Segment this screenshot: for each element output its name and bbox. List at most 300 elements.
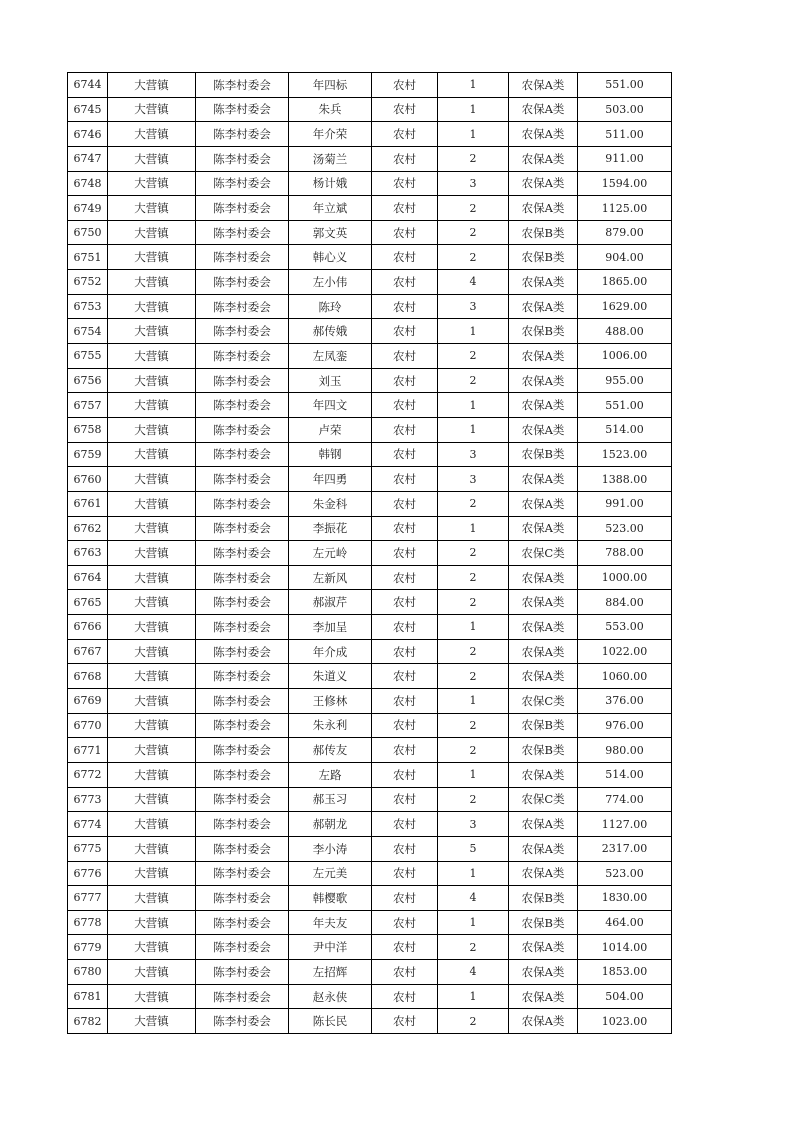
cell-household-size: 2 bbox=[438, 935, 509, 960]
cell-household-type: 农村 bbox=[372, 886, 438, 911]
cell-row-number: 6750 bbox=[68, 220, 108, 245]
cell-amount: 488.00 bbox=[578, 319, 672, 344]
cell-insurance-category: 农保A类 bbox=[509, 417, 578, 442]
table-row bbox=[68, 516, 672, 541]
cell-town: 大营镇 bbox=[108, 689, 196, 714]
cell-town: 大营镇 bbox=[108, 73, 196, 98]
cell-insurance-category: 农保B类 bbox=[509, 245, 578, 270]
table-row bbox=[68, 73, 672, 98]
cell-row-number: 6762 bbox=[68, 516, 108, 541]
cell-amount: 774.00 bbox=[578, 787, 672, 812]
cell-household-type: 农村 bbox=[372, 196, 438, 221]
table-row bbox=[68, 344, 672, 369]
cell-row-number: 6779 bbox=[68, 935, 108, 960]
table-row bbox=[68, 910, 672, 935]
cell-household-type: 农村 bbox=[372, 615, 438, 640]
cell-amount: 514.00 bbox=[578, 762, 672, 787]
cell-household-size: 2 bbox=[438, 196, 509, 221]
cell-household-type: 农村 bbox=[372, 270, 438, 295]
cell-name: 朱金科 bbox=[289, 491, 372, 516]
cell-village-committee: 陈李村委会 bbox=[196, 960, 289, 985]
cell-town: 大营镇 bbox=[108, 738, 196, 763]
cell-row-number: 6751 bbox=[68, 245, 108, 270]
cell-insurance-category: 农保A类 bbox=[509, 935, 578, 960]
cell-town: 大营镇 bbox=[108, 220, 196, 245]
cell-village-committee: 陈李村委会 bbox=[196, 787, 289, 812]
table-row bbox=[68, 393, 672, 418]
cell-row-number: 6771 bbox=[68, 738, 108, 763]
cell-amount: 1023.00 bbox=[578, 1009, 672, 1034]
cell-household-type: 农村 bbox=[372, 319, 438, 344]
table-row bbox=[68, 565, 672, 590]
cell-amount: 976.00 bbox=[578, 713, 672, 738]
cell-household-type: 农村 bbox=[372, 467, 438, 492]
cell-name: 尹中洋 bbox=[289, 935, 372, 960]
cell-amount: 503.00 bbox=[578, 97, 672, 122]
cell-row-number: 6763 bbox=[68, 541, 108, 566]
cell-village-committee: 陈李村委会 bbox=[196, 984, 289, 1009]
cell-household-type: 农村 bbox=[372, 639, 438, 664]
cell-insurance-category: 农保A类 bbox=[509, 368, 578, 393]
cell-household-size: 1 bbox=[438, 122, 509, 147]
table-row bbox=[68, 196, 672, 221]
cell-village-committee: 陈李村委会 bbox=[196, 220, 289, 245]
cell-amount: 879.00 bbox=[578, 220, 672, 245]
cell-name: 年四标 bbox=[289, 73, 372, 98]
cell-town: 大营镇 bbox=[108, 713, 196, 738]
cell-name: 年四文 bbox=[289, 393, 372, 418]
cell-name: 陈长民 bbox=[289, 1009, 372, 1034]
cell-household-size: 3 bbox=[438, 294, 509, 319]
cell-household-size: 2 bbox=[438, 541, 509, 566]
cell-row-number: 6753 bbox=[68, 294, 108, 319]
table-row bbox=[68, 368, 672, 393]
table-row bbox=[68, 639, 672, 664]
cell-name: 郝传友 bbox=[289, 738, 372, 763]
table-row bbox=[68, 590, 672, 615]
cell-town: 大营镇 bbox=[108, 171, 196, 196]
table-row bbox=[68, 541, 672, 566]
cell-amount: 788.00 bbox=[578, 541, 672, 566]
cell-village-committee: 陈李村委会 bbox=[196, 590, 289, 615]
cell-amount: 511.00 bbox=[578, 122, 672, 147]
cell-insurance-category: 农保A类 bbox=[509, 97, 578, 122]
cell-village-committee: 陈李村委会 bbox=[196, 294, 289, 319]
table-row bbox=[68, 220, 672, 245]
cell-insurance-category: 农保C类 bbox=[509, 787, 578, 812]
cell-insurance-category: 农保B类 bbox=[509, 713, 578, 738]
cell-name: 朱永利 bbox=[289, 713, 372, 738]
cell-insurance-category: 农保C类 bbox=[509, 541, 578, 566]
table-row bbox=[68, 146, 672, 171]
cell-row-number: 6776 bbox=[68, 861, 108, 886]
cell-household-type: 农村 bbox=[372, 122, 438, 147]
cell-town: 大营镇 bbox=[108, 910, 196, 935]
cell-household-type: 农村 bbox=[372, 565, 438, 590]
cell-town: 大营镇 bbox=[108, 664, 196, 689]
cell-name: 王修林 bbox=[289, 689, 372, 714]
cell-insurance-category: 农保A类 bbox=[509, 664, 578, 689]
table-row bbox=[68, 886, 672, 911]
table-row bbox=[68, 762, 672, 787]
cell-town: 大营镇 bbox=[108, 886, 196, 911]
cell-row-number: 6756 bbox=[68, 368, 108, 393]
cell-town: 大营镇 bbox=[108, 639, 196, 664]
cell-row-number: 6757 bbox=[68, 393, 108, 418]
table-row bbox=[68, 738, 672, 763]
table-row bbox=[68, 664, 672, 689]
cell-household-type: 农村 bbox=[372, 294, 438, 319]
table-row bbox=[68, 615, 672, 640]
cell-town: 大营镇 bbox=[108, 417, 196, 442]
cell-household-size: 2 bbox=[438, 664, 509, 689]
cell-insurance-category: 农保B类 bbox=[509, 910, 578, 935]
cell-town: 大营镇 bbox=[108, 196, 196, 221]
cell-name: 左凤銮 bbox=[289, 344, 372, 369]
cell-name: 郝淑芹 bbox=[289, 590, 372, 615]
cell-name: 陈玲 bbox=[289, 294, 372, 319]
cell-insurance-category: 农保A类 bbox=[509, 590, 578, 615]
cell-row-number: 6781 bbox=[68, 984, 108, 1009]
cell-household-size: 4 bbox=[438, 886, 509, 911]
cell-village-committee: 陈李村委会 bbox=[196, 565, 289, 590]
cell-name: 汤菊兰 bbox=[289, 146, 372, 171]
cell-household-size: 1 bbox=[438, 97, 509, 122]
cell-town: 大营镇 bbox=[108, 294, 196, 319]
table-row bbox=[68, 245, 672, 270]
cell-village-committee: 陈李村委会 bbox=[196, 738, 289, 763]
cell-village-committee: 陈李村委会 bbox=[196, 689, 289, 714]
cell-insurance-category: 农保A类 bbox=[509, 122, 578, 147]
table-row bbox=[68, 689, 672, 714]
cell-household-size: 2 bbox=[438, 590, 509, 615]
cell-village-committee: 陈李村委会 bbox=[196, 146, 289, 171]
cell-name: 李加呈 bbox=[289, 615, 372, 640]
cell-household-type: 农村 bbox=[372, 73, 438, 98]
cell-town: 大营镇 bbox=[108, 467, 196, 492]
table-row bbox=[68, 97, 672, 122]
cell-amount: 504.00 bbox=[578, 984, 672, 1009]
cell-town: 大营镇 bbox=[108, 762, 196, 787]
cell-row-number: 6746 bbox=[68, 122, 108, 147]
cell-household-type: 农村 bbox=[372, 491, 438, 516]
cell-town: 大营镇 bbox=[108, 344, 196, 369]
cell-town: 大营镇 bbox=[108, 615, 196, 640]
cell-household-size: 5 bbox=[438, 836, 509, 861]
cell-village-committee: 陈李村委会 bbox=[196, 1009, 289, 1034]
cell-insurance-category: 农保A类 bbox=[509, 73, 578, 98]
cell-town: 大营镇 bbox=[108, 861, 196, 886]
cell-name: 郝传娥 bbox=[289, 319, 372, 344]
cell-name: 左小伟 bbox=[289, 270, 372, 295]
cell-amount: 955.00 bbox=[578, 368, 672, 393]
cell-amount: 1060.00 bbox=[578, 664, 672, 689]
cell-insurance-category: 农保A类 bbox=[509, 960, 578, 985]
cell-row-number: 6749 bbox=[68, 196, 108, 221]
cell-household-size: 2 bbox=[438, 639, 509, 664]
cell-household-size: 1 bbox=[438, 689, 509, 714]
cell-household-type: 农村 bbox=[372, 762, 438, 787]
cell-town: 大营镇 bbox=[108, 146, 196, 171]
cell-insurance-category: 农保A类 bbox=[509, 861, 578, 886]
cell-amount: 376.00 bbox=[578, 689, 672, 714]
cell-village-committee: 陈李村委会 bbox=[196, 171, 289, 196]
cell-town: 大营镇 bbox=[108, 319, 196, 344]
cell-insurance-category: 农保B类 bbox=[509, 220, 578, 245]
cell-village-committee: 陈李村委会 bbox=[196, 886, 289, 911]
cell-insurance-category: 农保B类 bbox=[509, 442, 578, 467]
cell-village-committee: 陈李村委会 bbox=[196, 910, 289, 935]
cell-household-type: 农村 bbox=[372, 664, 438, 689]
cell-amount: 1853.00 bbox=[578, 960, 672, 985]
cell-name: 韩樱歌 bbox=[289, 886, 372, 911]
cell-household-size: 2 bbox=[438, 220, 509, 245]
cell-town: 大营镇 bbox=[108, 516, 196, 541]
table-row bbox=[68, 270, 672, 295]
cell-household-type: 农村 bbox=[372, 344, 438, 369]
cell-household-type: 农村 bbox=[372, 171, 438, 196]
cell-household-type: 农村 bbox=[372, 368, 438, 393]
cell-household-type: 农村 bbox=[372, 738, 438, 763]
cell-village-committee: 陈李村委会 bbox=[196, 836, 289, 861]
cell-insurance-category: 农保A类 bbox=[509, 294, 578, 319]
cell-row-number: 6775 bbox=[68, 836, 108, 861]
cell-household-type: 农村 bbox=[372, 836, 438, 861]
cell-village-committee: 陈李村委会 bbox=[196, 97, 289, 122]
cell-town: 大营镇 bbox=[108, 812, 196, 837]
cell-row-number: 6747 bbox=[68, 146, 108, 171]
cell-row-number: 6782 bbox=[68, 1009, 108, 1034]
cell-amount: 904.00 bbox=[578, 245, 672, 270]
table-row bbox=[68, 713, 672, 738]
cell-name: 朱道义 bbox=[289, 664, 372, 689]
cell-row-number: 6759 bbox=[68, 442, 108, 467]
cell-insurance-category: 农保B类 bbox=[509, 886, 578, 911]
cell-household-type: 农村 bbox=[372, 861, 438, 886]
cell-insurance-category: 农保A类 bbox=[509, 812, 578, 837]
cell-name: 年立斌 bbox=[289, 196, 372, 221]
cell-amount: 1014.00 bbox=[578, 935, 672, 960]
cell-household-type: 农村 bbox=[372, 787, 438, 812]
cell-insurance-category: 农保A类 bbox=[509, 1009, 578, 1034]
cell-row-number: 6772 bbox=[68, 762, 108, 787]
cell-town: 大营镇 bbox=[108, 442, 196, 467]
cell-village-committee: 陈李村委会 bbox=[196, 812, 289, 837]
cell-household-type: 农村 bbox=[372, 910, 438, 935]
cell-town: 大营镇 bbox=[108, 270, 196, 295]
cell-village-committee: 陈李村委会 bbox=[196, 467, 289, 492]
cell-town: 大营镇 bbox=[108, 1009, 196, 1034]
cell-household-type: 农村 bbox=[372, 590, 438, 615]
cell-amount: 1022.00 bbox=[578, 639, 672, 664]
cell-row-number: 6744 bbox=[68, 73, 108, 98]
cell-amount: 1830.00 bbox=[578, 886, 672, 911]
table-body bbox=[68, 73, 672, 1034]
table-row bbox=[68, 294, 672, 319]
cell-amount: 1000.00 bbox=[578, 565, 672, 590]
cell-household-size: 1 bbox=[438, 73, 509, 98]
cell-amount: 1523.00 bbox=[578, 442, 672, 467]
cell-village-committee: 陈李村委会 bbox=[196, 319, 289, 344]
cell-insurance-category: 农保A类 bbox=[509, 171, 578, 196]
cell-name: 郭文英 bbox=[289, 220, 372, 245]
cell-household-size: 2 bbox=[438, 713, 509, 738]
cell-insurance-category: 农保A类 bbox=[509, 836, 578, 861]
table-row bbox=[68, 935, 672, 960]
cell-amount: 514.00 bbox=[578, 417, 672, 442]
cell-amount: 1865.00 bbox=[578, 270, 672, 295]
cell-amount: 523.00 bbox=[578, 861, 672, 886]
cell-insurance-category: 农保A类 bbox=[509, 565, 578, 590]
cell-name: 李小涛 bbox=[289, 836, 372, 861]
cell-household-size: 2 bbox=[438, 368, 509, 393]
table-row bbox=[68, 1009, 672, 1034]
cell-town: 大营镇 bbox=[108, 97, 196, 122]
cell-village-committee: 陈李村委会 bbox=[196, 368, 289, 393]
cell-village-committee: 陈李村委会 bbox=[196, 615, 289, 640]
cell-insurance-category: 农保A类 bbox=[509, 615, 578, 640]
cell-name: 李振花 bbox=[289, 516, 372, 541]
cell-town: 大营镇 bbox=[108, 245, 196, 270]
cell-amount: 1594.00 bbox=[578, 171, 672, 196]
cell-insurance-category: 农保A类 bbox=[509, 491, 578, 516]
cell-row-number: 6780 bbox=[68, 960, 108, 985]
cell-insurance-category: 农保A类 bbox=[509, 516, 578, 541]
cell-name: 左招辉 bbox=[289, 960, 372, 985]
cell-amount: 1006.00 bbox=[578, 344, 672, 369]
cell-town: 大营镇 bbox=[108, 565, 196, 590]
cell-household-type: 农村 bbox=[372, 146, 438, 171]
cell-household-size: 1 bbox=[438, 393, 509, 418]
cell-row-number: 6755 bbox=[68, 344, 108, 369]
cell-village-committee: 陈李村委会 bbox=[196, 196, 289, 221]
cell-name: 年四勇 bbox=[289, 467, 372, 492]
cell-household-size: 4 bbox=[438, 960, 509, 985]
cell-household-type: 农村 bbox=[372, 393, 438, 418]
cell-village-committee: 陈李村委会 bbox=[196, 73, 289, 98]
cell-household-size: 4 bbox=[438, 270, 509, 295]
cell-amount: 911.00 bbox=[578, 146, 672, 171]
cell-village-committee: 陈李村委会 bbox=[196, 935, 289, 960]
cell-row-number: 6748 bbox=[68, 171, 108, 196]
cell-amount: 1125.00 bbox=[578, 196, 672, 221]
table-row bbox=[68, 984, 672, 1009]
cell-household-size: 1 bbox=[438, 615, 509, 640]
cell-town: 大营镇 bbox=[108, 491, 196, 516]
cell-amount: 980.00 bbox=[578, 738, 672, 763]
cell-household-size: 1 bbox=[438, 861, 509, 886]
cell-amount: 991.00 bbox=[578, 491, 672, 516]
cell-name: 刘玉 bbox=[289, 368, 372, 393]
cell-row-number: 6758 bbox=[68, 417, 108, 442]
cell-insurance-category: 农保A类 bbox=[509, 467, 578, 492]
cell-name: 左路 bbox=[289, 762, 372, 787]
cell-household-type: 农村 bbox=[372, 220, 438, 245]
cell-town: 大营镇 bbox=[108, 393, 196, 418]
table-row bbox=[68, 491, 672, 516]
cell-name: 左元岭 bbox=[289, 541, 372, 566]
cell-amount: 523.00 bbox=[578, 516, 672, 541]
cell-household-size: 2 bbox=[438, 245, 509, 270]
cell-row-number: 6778 bbox=[68, 910, 108, 935]
cell-household-type: 农村 bbox=[372, 1009, 438, 1034]
cell-amount: 1127.00 bbox=[578, 812, 672, 837]
cell-name: 韩钢 bbox=[289, 442, 372, 467]
cell-household-type: 农村 bbox=[372, 935, 438, 960]
cell-household-type: 农村 bbox=[372, 97, 438, 122]
cell-insurance-category: 农保A类 bbox=[509, 984, 578, 1009]
cell-insurance-category: 农保B类 bbox=[509, 738, 578, 763]
cell-village-committee: 陈李村委会 bbox=[196, 417, 289, 442]
cell-name: 卢荣 bbox=[289, 417, 372, 442]
cell-household-type: 农村 bbox=[372, 689, 438, 714]
cell-amount: 2317.00 bbox=[578, 836, 672, 861]
cell-name: 年介成 bbox=[289, 639, 372, 664]
cell-village-committee: 陈李村委会 bbox=[196, 491, 289, 516]
cell-insurance-category: 农保B类 bbox=[509, 319, 578, 344]
cell-town: 大营镇 bbox=[108, 590, 196, 615]
cell-village-committee: 陈李村委会 bbox=[196, 245, 289, 270]
cell-row-number: 6774 bbox=[68, 812, 108, 837]
cell-town: 大营镇 bbox=[108, 122, 196, 147]
table-row bbox=[68, 171, 672, 196]
records-table bbox=[67, 72, 672, 1034]
table-row bbox=[68, 417, 672, 442]
cell-household-size: 1 bbox=[438, 516, 509, 541]
cell-insurance-category: 农保A类 bbox=[509, 762, 578, 787]
cell-amount: 551.00 bbox=[578, 73, 672, 98]
cell-row-number: 6754 bbox=[68, 319, 108, 344]
cell-name: 朱兵 bbox=[289, 97, 372, 122]
cell-household-size: 2 bbox=[438, 738, 509, 763]
cell-town: 大营镇 bbox=[108, 836, 196, 861]
cell-row-number: 6745 bbox=[68, 97, 108, 122]
cell-household-type: 农村 bbox=[372, 812, 438, 837]
cell-household-size: 3 bbox=[438, 442, 509, 467]
cell-name: 左元美 bbox=[289, 861, 372, 886]
cell-row-number: 6777 bbox=[68, 886, 108, 911]
cell-insurance-category: 农保C类 bbox=[509, 689, 578, 714]
cell-village-committee: 陈李村委会 bbox=[196, 664, 289, 689]
cell-row-number: 6773 bbox=[68, 787, 108, 812]
cell-household-size: 2 bbox=[438, 1009, 509, 1034]
cell-town: 大营镇 bbox=[108, 984, 196, 1009]
table-row bbox=[68, 787, 672, 812]
cell-insurance-category: 农保A类 bbox=[509, 393, 578, 418]
cell-row-number: 6760 bbox=[68, 467, 108, 492]
cell-household-size: 1 bbox=[438, 762, 509, 787]
table-row bbox=[68, 812, 672, 837]
cell-village-committee: 陈李村委会 bbox=[196, 762, 289, 787]
cell-household-type: 农村 bbox=[372, 417, 438, 442]
cell-village-committee: 陈李村委会 bbox=[196, 393, 289, 418]
table-row bbox=[68, 960, 672, 985]
cell-name: 年介荣 bbox=[289, 122, 372, 147]
cell-household-size: 2 bbox=[438, 565, 509, 590]
cell-household-type: 农村 bbox=[372, 442, 438, 467]
cell-name: 左新风 bbox=[289, 565, 372, 590]
cell-row-number: 6768 bbox=[68, 664, 108, 689]
cell-insurance-category: 农保A类 bbox=[509, 270, 578, 295]
cell-name: 韩心义 bbox=[289, 245, 372, 270]
cell-household-size: 3 bbox=[438, 171, 509, 196]
cell-village-committee: 陈李村委会 bbox=[196, 344, 289, 369]
cell-household-size: 1 bbox=[438, 319, 509, 344]
cell-name: 郝朝龙 bbox=[289, 812, 372, 837]
cell-household-type: 农村 bbox=[372, 984, 438, 1009]
cell-village-committee: 陈李村委会 bbox=[196, 861, 289, 886]
cell-village-committee: 陈李村委会 bbox=[196, 270, 289, 295]
